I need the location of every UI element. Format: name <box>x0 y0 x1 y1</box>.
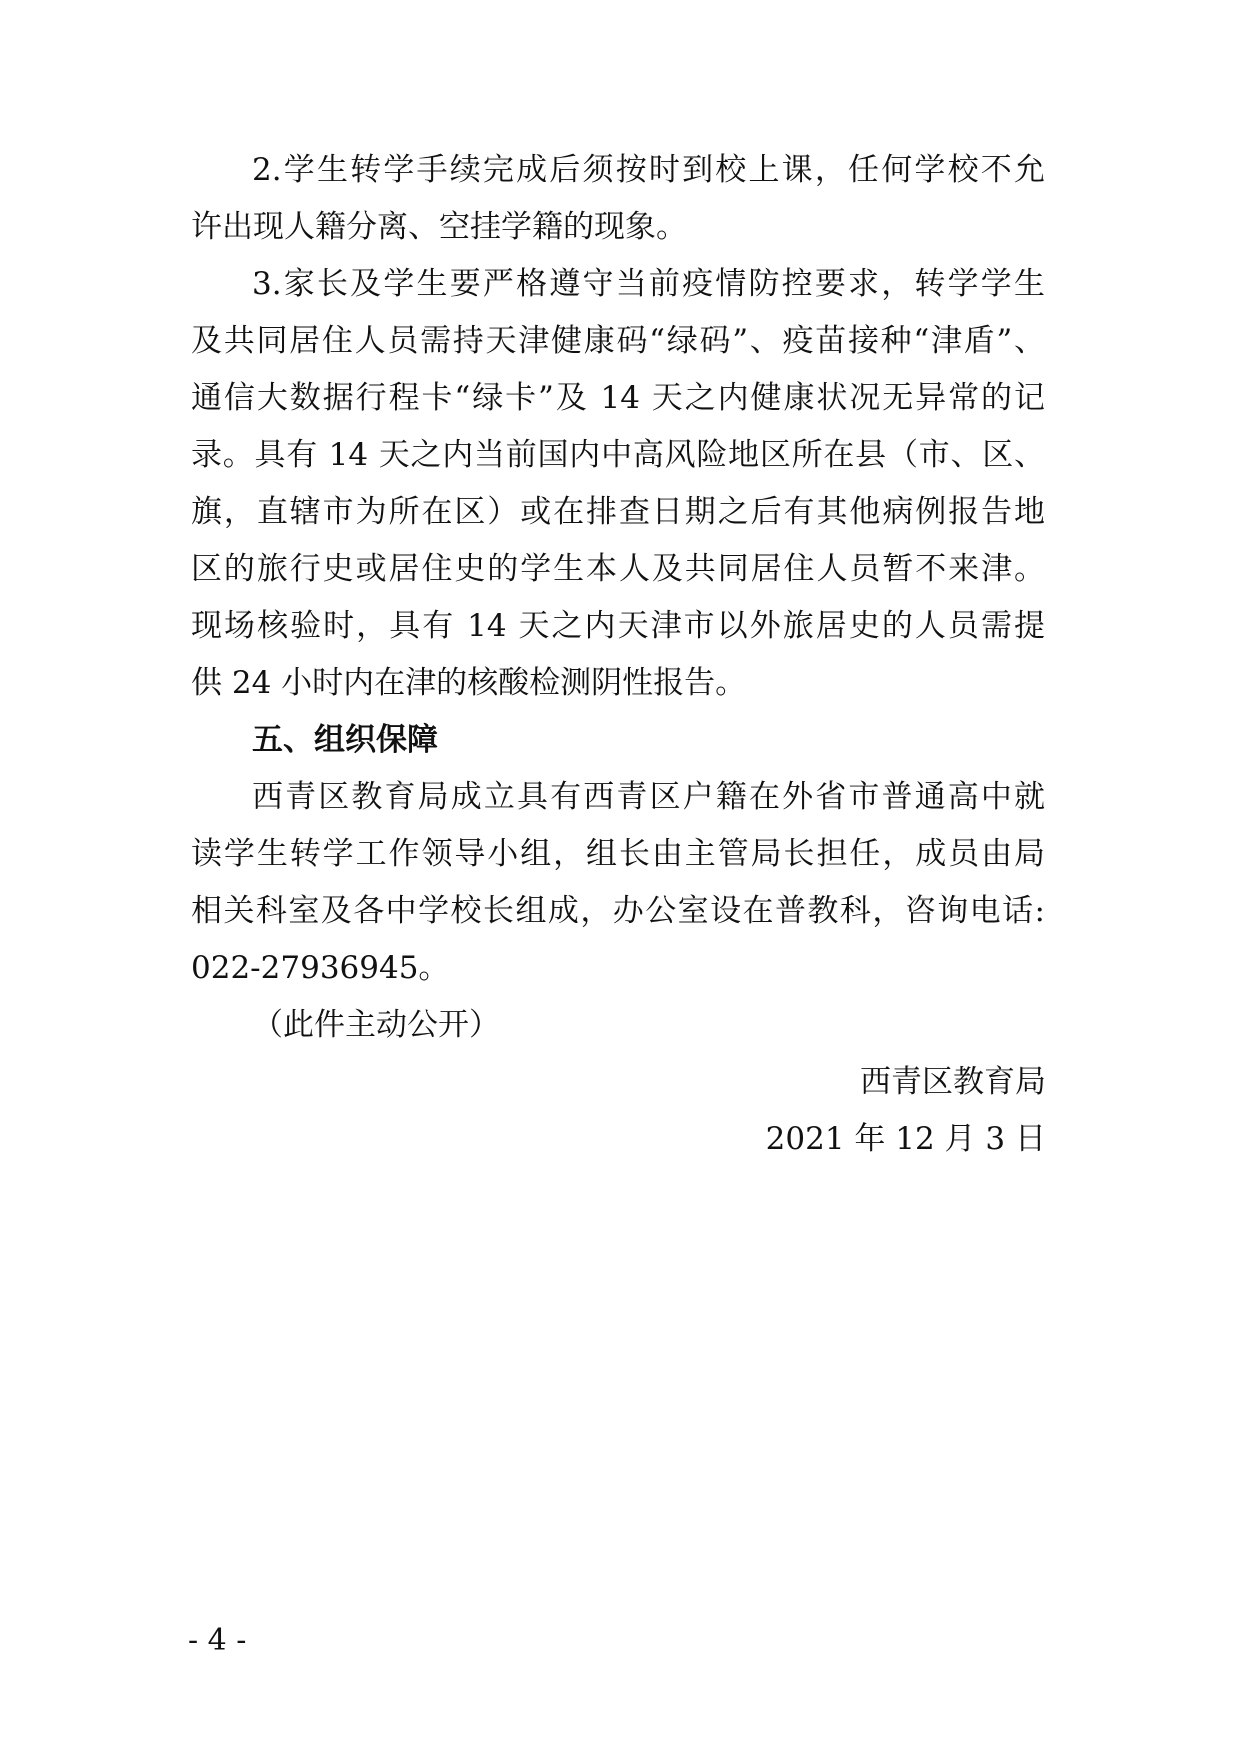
paragraph-line: 西青区教育局成立具有西青区户籍在外省市普通高中就 <box>252 779 1045 815</box>
paragraph-line: 录。具有 14 天之内当前国内中高风险地区所在县（市、区、 <box>191 437 1045 473</box>
paragraph-line: 022-27936945。 <box>191 950 450 986</box>
paragraph-line: 区的旅行史或居住史的学生本人及共同居住人员暂不来津。 <box>191 551 1045 587</box>
paragraph-line: 及共同居住人员需持天津健康码“绿码”、疫苗接种“津盾”、 <box>191 323 1045 359</box>
signature-date: 2021 年 12 月 3 日 <box>765 1121 1046 1157</box>
paragraph-line: 供 24 小时内在津的核酸检测阴性报告。 <box>191 665 747 701</box>
paragraph-line: 3.家长及学生要严格遵守当前疫情防控要求，转学学生 <box>252 266 1045 302</box>
paragraph-line: 读学生转学工作领导小组，组长由主管局长担任，成员由局 <box>191 836 1045 872</box>
section-heading: 五、组织保障 <box>252 722 438 758</box>
paragraph-line: 旗，直辖市为所在区）或在排查日期之后有其他病例报告地 <box>191 494 1045 530</box>
paragraph-line: 许出现人籍分离、空挂学籍的现象。 <box>191 209 687 245</box>
paragraph-line: 相关科室及各中学校长组成，办公室设在普教科，咨询电话: <box>191 893 1045 929</box>
paragraph-line: 通信大数据行程卡“绿卡”及 14 天之内健康状况无异常的记 <box>191 380 1045 416</box>
disclosure-note: （此件主动公开） <box>252 1007 500 1043</box>
paragraph-line: 2.学生转学手续完成后须按时到校上课，任何学校不允 <box>252 152 1045 188</box>
page-number: - 4 - <box>188 1623 247 1658</box>
paragraph-line: 现场核验时，具有 14 天之内天津市以外旅居史的人员需提 <box>191 608 1045 644</box>
signature-org: 西青区教育局 <box>860 1064 1046 1100</box>
